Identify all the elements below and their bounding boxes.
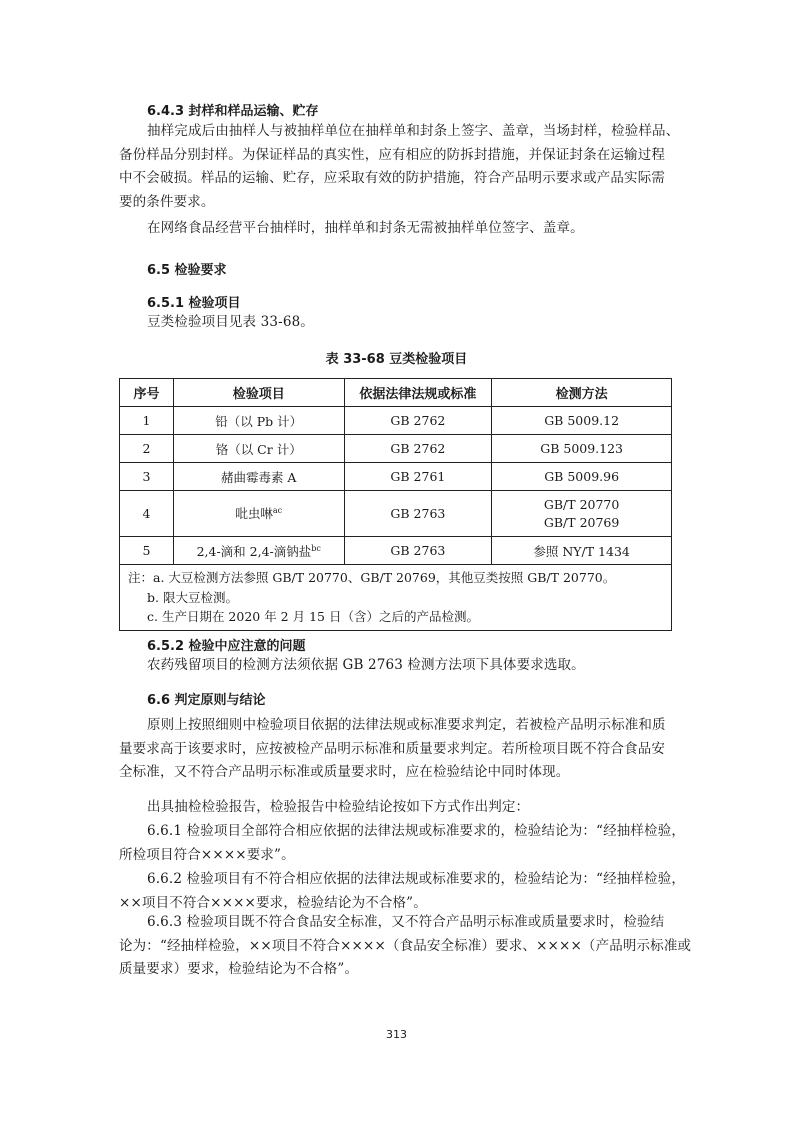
cell-method: GB 5009.96 bbox=[492, 463, 672, 491]
header-item: 检验项目 bbox=[173, 379, 344, 407]
text-line: 6.6.1 检验项目全部符合相应依据的法律法规或标准要求的，检验结论为：“经抽样检验， bbox=[147, 823, 685, 839]
section-heading-6-5: 6.5 检验要求 bbox=[147, 263, 227, 278]
text-line: 6.6.2 检验项目有不符合相应依据的法律法规或标准要求的，检验结论为：“经抽样检验， bbox=[147, 871, 685, 887]
paragraph-principle-rest bbox=[119, 738, 665, 785]
paragraph-pesticide bbox=[147, 654, 585, 678]
paragraph-online-sampling bbox=[147, 217, 584, 241]
inspection-items-table bbox=[119, 378, 672, 631]
text-line: 质量要求）要求，检验结论为不合格”。 bbox=[119, 961, 359, 977]
table-row bbox=[120, 491, 672, 537]
header-basis: 依据法律法规或标准 bbox=[344, 379, 492, 407]
text-line: 出具抽检检验报告，检验报告中检验结论按如下方式作出判定： bbox=[147, 799, 530, 815]
table-caption: 表 33-68 豆类检验项目 bbox=[325, 352, 468, 367]
text-line: 全标准，又不符合产品明示标准或质量要求时，应在检验结论中同时体现。 bbox=[119, 764, 570, 780]
method-line: GB/T 20769 bbox=[543, 514, 620, 530]
method-line: GB/T 20770 bbox=[543, 496, 620, 512]
cell-method: 参照 NY/T 1434 bbox=[492, 537, 672, 565]
text-line: 中不会破损。样品的运输、贮存，应采取有效的防护措施，符合产品明示要求或产品实际需 bbox=[119, 170, 665, 186]
cell-item: 赭曲霉毒素 A bbox=[173, 463, 344, 491]
cell-basis: GB 2762 bbox=[344, 407, 492, 435]
clause-6-6-2-line1 bbox=[147, 868, 685, 892]
text-line: 要的条件要求。 bbox=[119, 193, 215, 210]
text-line: 原则上按照细则中检验项目依据的法律法规或标准要求判定，若被检产品明示标准和质 bbox=[147, 717, 666, 733]
header-method: 检测方法 bbox=[492, 379, 672, 407]
cell-method: GB 5009.123 bbox=[492, 435, 672, 463]
cell-no: 5 bbox=[120, 537, 174, 565]
cell-item: 铅（以 Pb 计） bbox=[173, 407, 344, 435]
section-heading-6-5-2: 6.5.2 检验中应注意的问题 bbox=[147, 639, 306, 654]
text-line: 农药残留项目的检测方法须依据 GB 2763 检测方法项下具体要求选取。 bbox=[147, 657, 585, 673]
table-row bbox=[120, 435, 672, 463]
text-line: 论为：“经抽样检验，××项目不符合××××（食品安全标准）要求、××××（产品明示标准或 bbox=[119, 937, 692, 954]
cell-item bbox=[173, 491, 344, 537]
table-row bbox=[120, 407, 672, 435]
section-heading-6-4-3: 6.4.3 封样和样品运输、贮存 bbox=[147, 104, 319, 119]
cell-basis: GB 2761 bbox=[344, 463, 492, 491]
table-notes bbox=[120, 565, 672, 631]
table-notes-row bbox=[120, 565, 672, 631]
cell-no: 1 bbox=[120, 407, 174, 435]
text-line: 抽样完成后由抽样人与被抽样单位在抽样单和封条上签字、盖章，当场封样，检验样品、 bbox=[147, 123, 680, 139]
footnote-marker: bc bbox=[311, 543, 321, 553]
paragraph-sealing-rest bbox=[119, 144, 665, 215]
cell-item: 铬（以 Cr 计） bbox=[173, 435, 344, 463]
note-c: c. 生产日期在 2020 年 2 月 15 日（含）之后的产品检测。 bbox=[147, 609, 479, 624]
table-header-row bbox=[120, 379, 672, 407]
text-line: 所检项目符合××××要求”。 bbox=[119, 846, 295, 863]
cell-basis: GB 2762 bbox=[344, 435, 492, 463]
text-line: 在网络食品经营平台抽样时，抽样单和封条无需被抽样单位签字、盖章。 bbox=[147, 220, 584, 236]
table-row bbox=[120, 463, 672, 491]
text-line: 6.6.3 检验项目既不符合食品安全标准，又不符合产品明示标准或质量要求时，检验结 bbox=[147, 914, 665, 930]
clause-6-6-3-line1 bbox=[147, 911, 664, 935]
cell-method: GB 5009.12 bbox=[492, 407, 672, 435]
cell-method bbox=[492, 491, 672, 537]
text-line: 备份样品分别封样。为保证样品的真实性，应有相应的防拆封措施，并保证封条在运输过程 bbox=[119, 146, 665, 163]
paragraph-principle-line1 bbox=[147, 714, 666, 738]
cell-item bbox=[173, 537, 344, 565]
clause-6-6-3-rest bbox=[119, 935, 691, 982]
header-no: 序号 bbox=[120, 379, 174, 407]
cell-no: 3 bbox=[120, 463, 174, 491]
note-b: b. 限大豆检测。 bbox=[147, 589, 238, 605]
footnote-marker: ac bbox=[272, 505, 283, 515]
page-number: 313 bbox=[386, 1028, 407, 1041]
note-a: 注：a. 大豆检测方法参照 GB/T 20770、GB/T 20769，其他豆类按照 GB/T 20770。 bbox=[128, 570, 616, 585]
section-heading-6-5-1: 6.5.1 检验项目 bbox=[147, 296, 241, 311]
paragraph-report bbox=[147, 796, 529, 820]
paragraph-items-ref bbox=[147, 311, 314, 335]
cell-basis: GB 2763 bbox=[344, 491, 492, 537]
clause-6-6-1-line1 bbox=[147, 820, 685, 844]
text-line: 量要求高于该要求时，应按被检产品明示标准和质量要求判定。若所检项目既不符合食品安 bbox=[119, 740, 665, 757]
paragraph-sealing-line1 bbox=[147, 120, 679, 144]
text-line: ××项目不符合××××要求，检验结论为不合格”。 bbox=[119, 894, 427, 911]
section-heading-6-6: 6.6 判定原则与结论 bbox=[147, 693, 266, 708]
item-text: 吡虫啉 bbox=[235, 505, 273, 521]
cell-basis: GB 2763 bbox=[344, 537, 492, 565]
cell-no: 2 bbox=[120, 435, 174, 463]
table-row bbox=[120, 537, 672, 565]
clause-6-6-1-rest bbox=[119, 844, 295, 868]
item-text: 2,4-滴和 2,4-滴钠盐 bbox=[196, 543, 312, 559]
text-line: 豆类检验项目见表 33-68。 bbox=[147, 314, 314, 330]
cell-no: 4 bbox=[120, 491, 174, 537]
